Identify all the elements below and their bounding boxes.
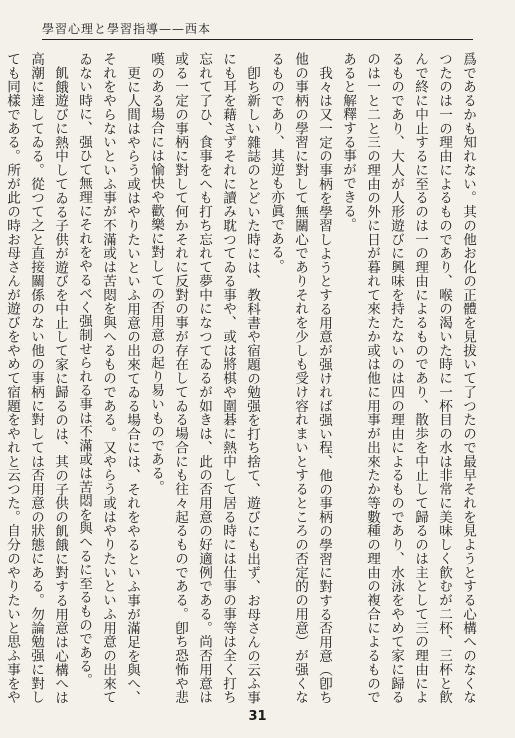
- paragraph: 飢餓遊びに熱中してゐる子供が遊びを中止して家に歸るのは、其の子供の飢餓に對する用意は心構へは高潮に達してゐる。從つて之と直接關係のない他の事柄に對しては否用意の狀態にある。勿論勉强に對しても同樣である。所が此の時お母さんが遊びをやめて宿題をやれと云つた。自分のやりたいと思ふ事をや: [4, 52, 68, 704]
- body-text: [4, 52, 480, 704]
- running-header: [42, 18, 473, 40]
- paragraph: 更に人間はやらう或はやりたいといふ用意の出來てゐる場合には、それをやるといふ事が滿足を與へ、それをやらないといふ事が不滿或は苦悶を與へるものである。又やらう或はやりたいといふ用意の出來てゐない時に、强ひて無理にそれをやるべく强制せられる事は不滿或は苦悶を與へるに至るものである。: [76, 52, 140, 704]
- paragraph: 我々は又一定の事柄を學習しようとする用意が强ければ强い程、他の事柄の學習に對する否用意（卽ち他の事柄の學習に對して無關心でありそれを少しも受け容れまいとするところの否定的の用意）が强くなるものであり、其逆も亦眞である。: [268, 52, 332, 704]
- page-number: 31: [248, 709, 267, 724]
- paragraph: 卽ち新しい雜誌のとどいた時には、教科書や宿題の勉强を打ち捨て、遊びにも出ず、お母さんの云ふ事にも耳を藉さずそれに讀み耽つてゐる事や、或は將棋や圍碁に熱中して居る時には仕事の事等は全く打ち忘れて了ひ、食事をへも打ち忘れて夢中になつてゐるが如きは、此の否用意の好適例である。尚否用意は或る一定の事柄に對して何かそれに反對の事が存在してゐる場合にも往々起るものである。卽ち恐怖や悲嘆のある場合には愉快や歡樂に對しての否用意の起り易いものである。: [148, 52, 260, 704]
- paragraph: 爲であるかも知れない。其の他お化の正體を見拔いて了つたので最早それを見ようとする心構へのなくなつたのは一の理由によるものであり、喉の渴いた時に一杯目の水は非常に美味しく飮むが二杯、三杯と飮んで終に中止するに至るのは一の理由によるものであり、散歩を中止して歸るのは主として三の理由によるものであり、大人が人形遊びに興味を持たないのは四の理由によるものであり、水泳をやめて家に歸るのは一と二と三の理由の外に日が暮れて來たか或は他に用事が出來たか等數種の理由の複合によるものであると解釋する事ができる。: [340, 52, 476, 704]
- header-title: 學習心理と學習指導——西本: [42, 22, 212, 36]
- header-rule: [42, 39, 473, 40]
